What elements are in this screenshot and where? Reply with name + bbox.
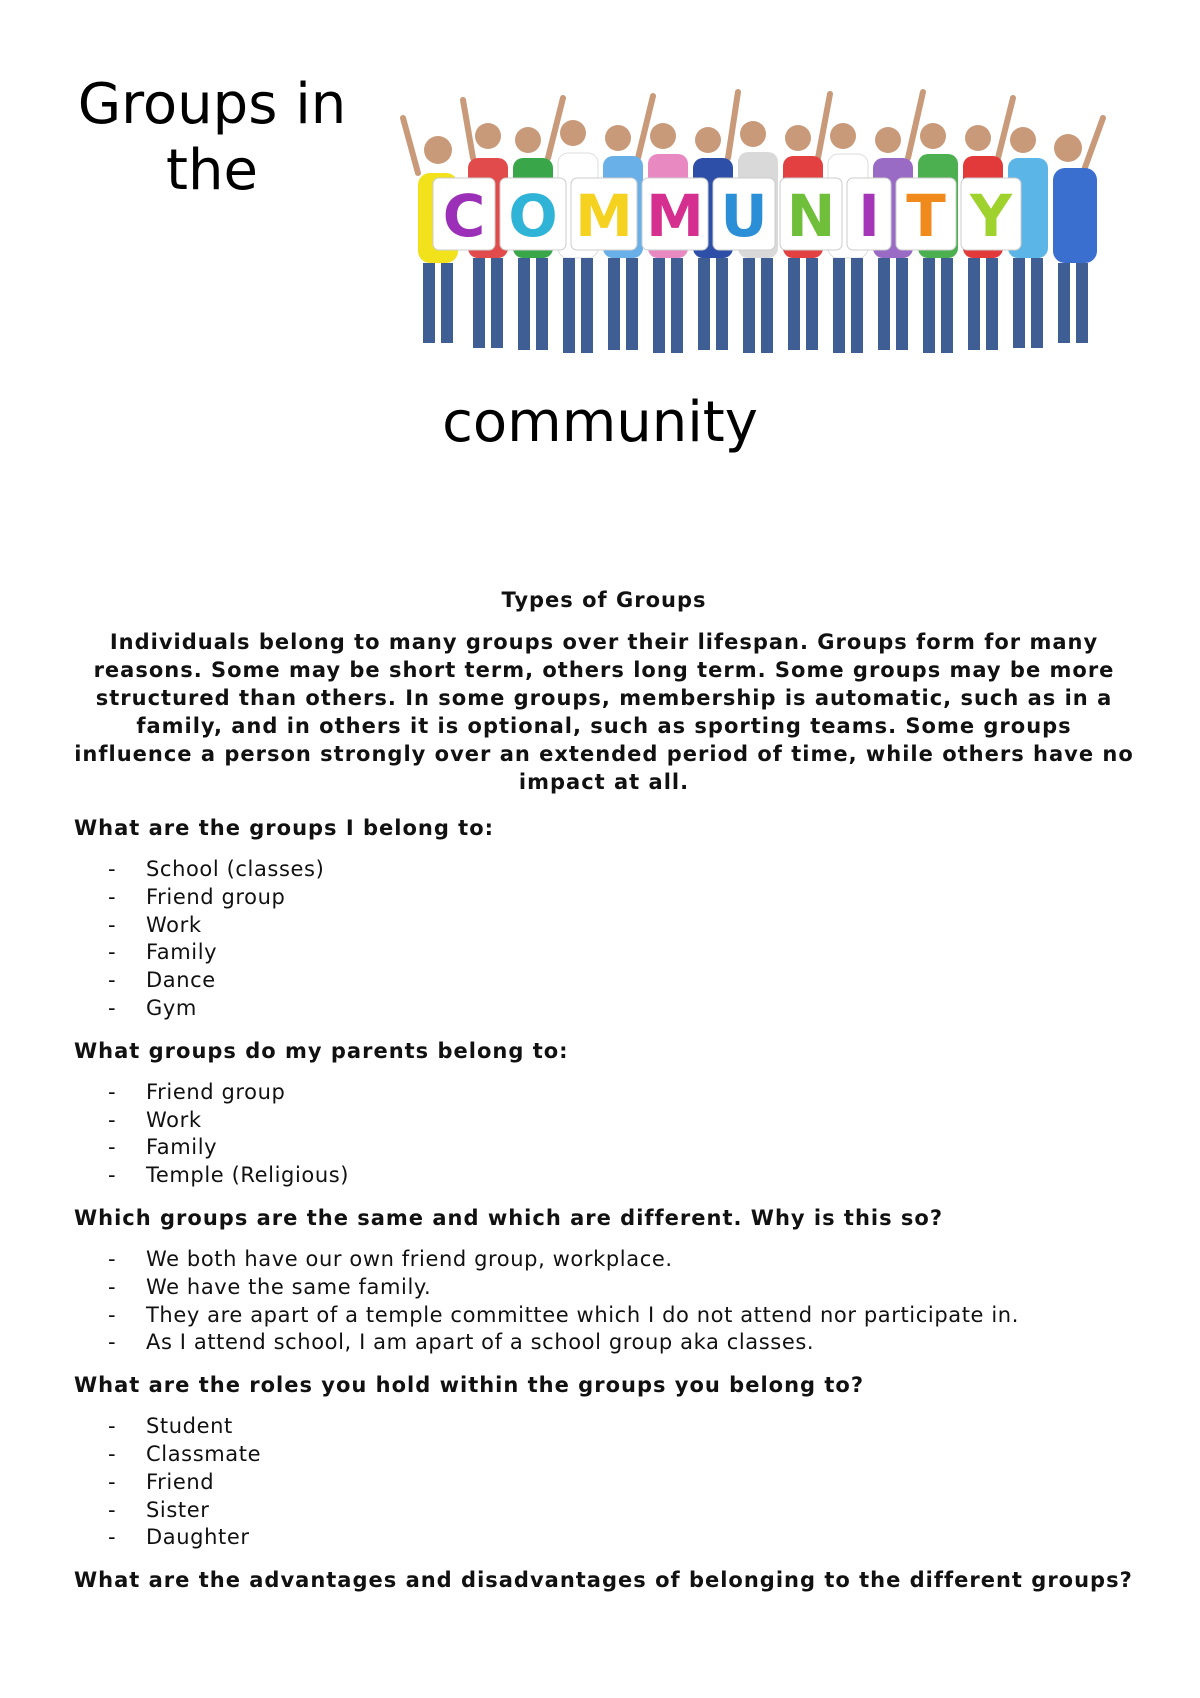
document-title [52,72,372,204]
list-item: - Classmate [74,1441,1134,1469]
title-line-2: the [166,138,258,203]
list-item: - Daughter [74,1524,1134,1552]
question-3: Which groups are the same and which are different. Why is this so? [74,1205,944,1230]
answer-list-2 [74,1079,1134,1190]
section-title: Types of Groups [501,588,707,612]
community-letter-cards [433,178,1021,250]
answer-list-3 [74,1246,1134,1357]
list-item: - Work [74,912,1134,940]
list-item: - Dance [74,967,1134,995]
list-item: - Sister [74,1497,1134,1525]
letter-m2: M [646,182,704,250]
list-item: - Family [74,939,1134,967]
question-2: What groups do my parents belong to: [74,1038,569,1063]
letter-t: T [906,182,946,250]
question-1: What are the groups I belong to: [74,816,495,840]
community-people-image [378,78,1138,368]
list-item: - Temple (Religious) [74,1162,1134,1190]
list-item: - Friend group [74,884,1134,912]
letter-u: U [720,182,768,250]
letter-m1: M [575,182,633,250]
answer-list-1 [74,856,1134,1023]
intro-paragraph: Individuals belong to many groups over their lifespan. Groups form for many reasons. Some may be short term, others long term. Some groups may be more structured than others. In some groups, membership is automatic, such as in a family, and in others it is optional, such as sporting teams. Some groups influence a person strongly over an extended period of time, while others have no impact at all. [74,630,1134,794]
answer-list-4 [74,1413,1134,1552]
list-item: - Family [74,1134,1134,1162]
letter-y: Y [970,182,1012,250]
letter-i: I [858,182,880,250]
list-item: - Student [74,1413,1134,1441]
letter-c: C [442,182,486,250]
list-item: - We both have our own friend group, workplace. [74,1246,1134,1274]
title-line-3: community [442,390,758,455]
list-item: - Gym [74,995,1134,1023]
list-item: - Friend [74,1469,1134,1497]
list-item: - They are apart of a temple committee which I do not attend nor participate in. [74,1302,1134,1330]
list-item: - We have the same family. [74,1274,1134,1302]
question-4: What are the roles you hold within the groups you belong to? [74,1373,865,1398]
letter-n: N [786,182,836,250]
list-item: - School (classes) [74,856,1134,884]
letter-o: O [508,182,558,250]
document-body [74,588,1134,1608]
title-line-1: Groups in [77,72,347,137]
list-item: - Work [74,1107,1134,1135]
list-item: - Friend group [74,1079,1134,1107]
list-item: - As I attend school, I am apart of a school group aka classes. [74,1329,1134,1357]
question-5: What are the advantages and disadvantages of belonging to the different groups? [74,1568,1133,1593]
